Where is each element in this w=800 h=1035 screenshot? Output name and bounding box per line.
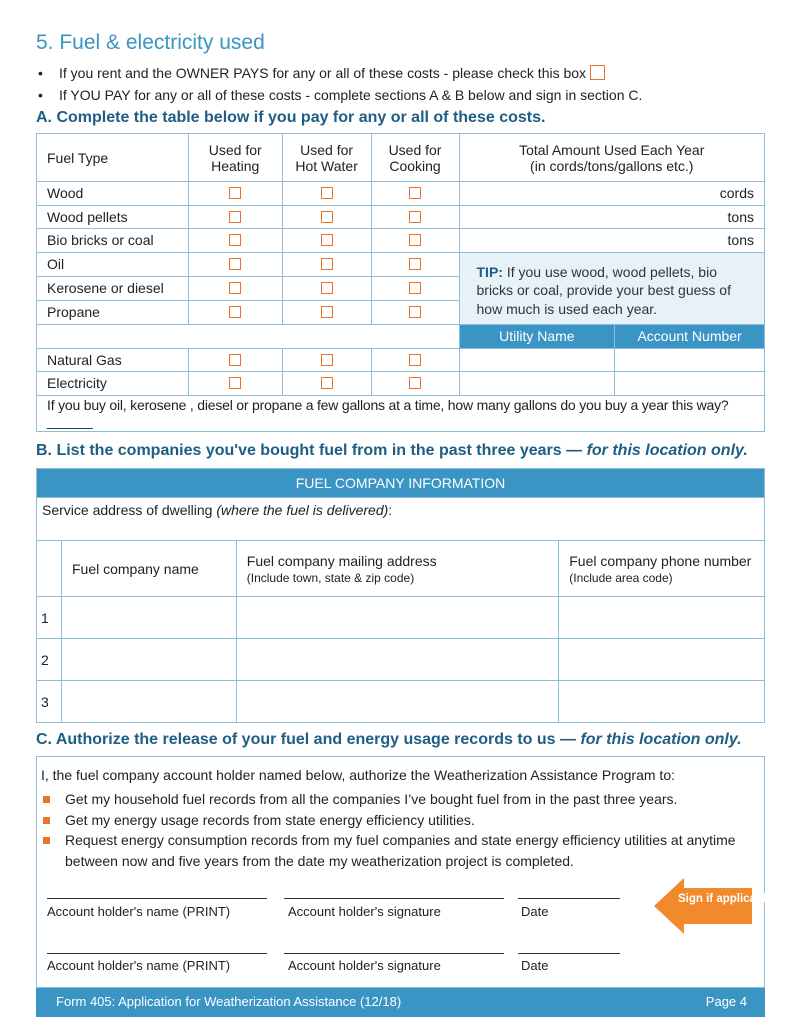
- table-row: [37, 229, 765, 253]
- company-name-field[interactable]: [61, 597, 236, 639]
- cooking-checkbox[interactable]: [409, 258, 421, 270]
- fuel-name: Wood pellets: [37, 205, 189, 229]
- tip-label: TIP:: [476, 263, 503, 280]
- owner-pays-checkbox[interactable]: [590, 65, 605, 80]
- hot-water-checkbox[interactable]: [321, 377, 333, 389]
- cooking-checkbox[interactable]: [409, 187, 421, 199]
- page-number: Page 4: [705, 994, 747, 1009]
- fuel-company-info-header: FUEL COMPANY INFORMATION: [37, 469, 765, 498]
- date-label: Date: [521, 904, 549, 919]
- section-title: 5. Fuel & electricity used: [36, 31, 265, 54]
- sign-label: Sign if applicable: [678, 893, 773, 905]
- account-number-field[interactable]: [615, 348, 765, 372]
- company-name-field[interactable]: [61, 639, 236, 681]
- company-name-field[interactable]: [61, 681, 236, 723]
- fuel-company-table: [36, 468, 765, 723]
- total-amount-header: Total Amount Used Each Year (in cords/tons/gallons etc.): [459, 134, 765, 182]
- utility-name-field[interactable]: [459, 372, 615, 396]
- table-row: [37, 597, 765, 639]
- table-row: [37, 182, 765, 206]
- fuel-name: Natural Gas: [37, 348, 189, 372]
- company-address-field[interactable]: [236, 639, 558, 681]
- table-row: [37, 681, 765, 723]
- company-address-header: Fuel company mailing address (Include town, state & zip code): [236, 541, 558, 597]
- table-row: [37, 325, 765, 349]
- tip-text: If you use wood, wood pellets, bio bricks or coal, provide your best guess of how much is used each year.: [476, 263, 731, 317]
- table-row: [37, 395, 765, 431]
- row-number: 3: [37, 681, 62, 723]
- hot-water-checkbox[interactable]: [321, 354, 333, 366]
- hot-water-checkbox[interactable]: [321, 282, 333, 294]
- date-label: Date: [521, 958, 549, 973]
- heating-header: Used for Heating: [188, 134, 282, 182]
- signature-line[interactable]: [284, 898, 504, 899]
- page-footer: [36, 988, 765, 1017]
- date-line[interactable]: [518, 898, 620, 899]
- table-row: [37, 252, 765, 276]
- instructions-list: [36, 62, 642, 106]
- list-item: [36, 62, 642, 84]
- heating-checkbox[interactable]: [229, 234, 241, 246]
- you-pay-text: If YOU PAY for any or all of these costs - complete sections A & B below and sign in section C.: [59, 87, 643, 103]
- fuel-name: Propane: [37, 300, 189, 324]
- heating-checkbox[interactable]: [229, 354, 241, 366]
- authorization-intro: I, the fuel company account holder named below, authorize the Weatherization Assistance Program to:: [41, 767, 675, 783]
- cooking-checkbox[interactable]: [409, 377, 421, 389]
- date-line[interactable]: [518, 953, 620, 954]
- cooking-header: Used for Cooking: [371, 134, 459, 182]
- account-number-field[interactable]: [615, 372, 765, 396]
- authorization-list: [41, 789, 741, 871]
- name-line[interactable]: [47, 953, 267, 954]
- fuel-name: Kerosene or diesel: [37, 276, 189, 300]
- hot-water-checkbox[interactable]: [321, 306, 333, 318]
- name-label: Account holder's name (PRINT): [47, 958, 231, 973]
- cooking-checkbox[interactable]: [409, 354, 421, 366]
- table-row: [37, 372, 765, 396]
- utility-name-field[interactable]: [459, 348, 615, 372]
- fuel-type-header: Fuel Type: [37, 134, 189, 182]
- company-phone-field[interactable]: [559, 681, 765, 723]
- hot-water-checkbox[interactable]: [321, 234, 333, 246]
- hot-water-checkbox[interactable]: [321, 258, 333, 270]
- fuel-name: Oil: [37, 252, 189, 276]
- company-name-header: Fuel company name: [61, 541, 236, 597]
- table-row: [37, 348, 765, 372]
- hot-water-header: Used for Hot Water: [282, 134, 371, 182]
- heating-checkbox[interactable]: [229, 282, 241, 294]
- amount-field[interactable]: tons: [459, 205, 765, 229]
- company-phone-field[interactable]: [559, 597, 765, 639]
- company-address-field[interactable]: [236, 597, 558, 639]
- row-number: 2: [37, 639, 62, 681]
- list-item: [36, 84, 642, 106]
- utility-name-header: Utility Name: [459, 325, 615, 349]
- signature-label: Account holder's signature: [288, 958, 441, 973]
- gallons-question[interactable]: If you buy oil, kerosene , diesel or propane a few gallons at a time, how many gallons do you buy a year this way?______: [37, 395, 765, 431]
- fuel-name: Electricity: [37, 372, 189, 396]
- section-c-title: C. Authorize the release of your fuel and energy usage records to us — for this location only.: [36, 731, 742, 748]
- heating-checkbox[interactable]: [229, 377, 241, 389]
- hot-water-checkbox[interactable]: [321, 187, 333, 199]
- authorization-box: [36, 756, 773, 988]
- list-item: Get my energy usage records from state energy efficiency utilities.: [41, 810, 741, 831]
- owner-pays-text: If you rent and the OWNER PAYS for any or all of these costs - please check this box: [59, 65, 587, 81]
- section-b-title: B. List the companies you've bought fuel from in the past three years — for this location only.: [36, 442, 748, 459]
- cooking-checkbox[interactable]: [409, 306, 421, 318]
- form-id: Form 405: Application for Weatherization Assistance (12/18): [56, 994, 402, 1009]
- signature-label: Account holder's signature: [288, 904, 441, 919]
- heating-checkbox[interactable]: [229, 306, 241, 318]
- amount-field[interactable]: cords: [459, 182, 765, 206]
- cooking-checkbox[interactable]: [409, 234, 421, 246]
- company-phone-header: Fuel company phone number (Include area code): [559, 541, 765, 597]
- list-item: Get my household fuel records from all the companies I’ve bought fuel from in the past three years.: [41, 789, 741, 810]
- heating-checkbox[interactable]: [229, 211, 241, 223]
- account-number-header: Account Number: [615, 325, 765, 349]
- heating-checkbox[interactable]: [229, 258, 241, 270]
- sign-if-applicable-arrow: [654, 876, 773, 936]
- fuel-usage-table: [36, 133, 765, 432]
- name-label: Account holder's name (PRINT): [47, 904, 231, 919]
- cooking-checkbox[interactable]: [409, 211, 421, 223]
- hot-water-checkbox[interactable]: [321, 211, 333, 223]
- tip-box: [459, 252, 765, 325]
- fuel-name: Bio bricks or coal: [37, 229, 189, 253]
- heating-checkbox[interactable]: [229, 187, 241, 199]
- fuel-name: Wood: [37, 182, 189, 206]
- service-address-field[interactable]: Service address of dwelling (where the fuel is delivered):: [37, 498, 765, 541]
- amount-field[interactable]: tons: [459, 229, 765, 253]
- company-address-field[interactable]: [236, 681, 558, 723]
- list-item: Request energy consumption records from my fuel companies and state energy efficiency utilities at anytime between now and five years from the date my weatherization project is completed.: [41, 830, 741, 871]
- arrow-left-icon: [654, 876, 754, 936]
- signature-line[interactable]: [284, 953, 504, 954]
- section-a-title: A. Complete the table below if you pay for any or all of these costs.: [36, 109, 546, 126]
- cooking-checkbox[interactable]: [409, 282, 421, 294]
- name-line[interactable]: [47, 898, 267, 899]
- table-row: [37, 639, 765, 681]
- table-row: [37, 205, 765, 229]
- row-number: 1: [37, 597, 62, 639]
- company-phone-field[interactable]: [559, 639, 765, 681]
